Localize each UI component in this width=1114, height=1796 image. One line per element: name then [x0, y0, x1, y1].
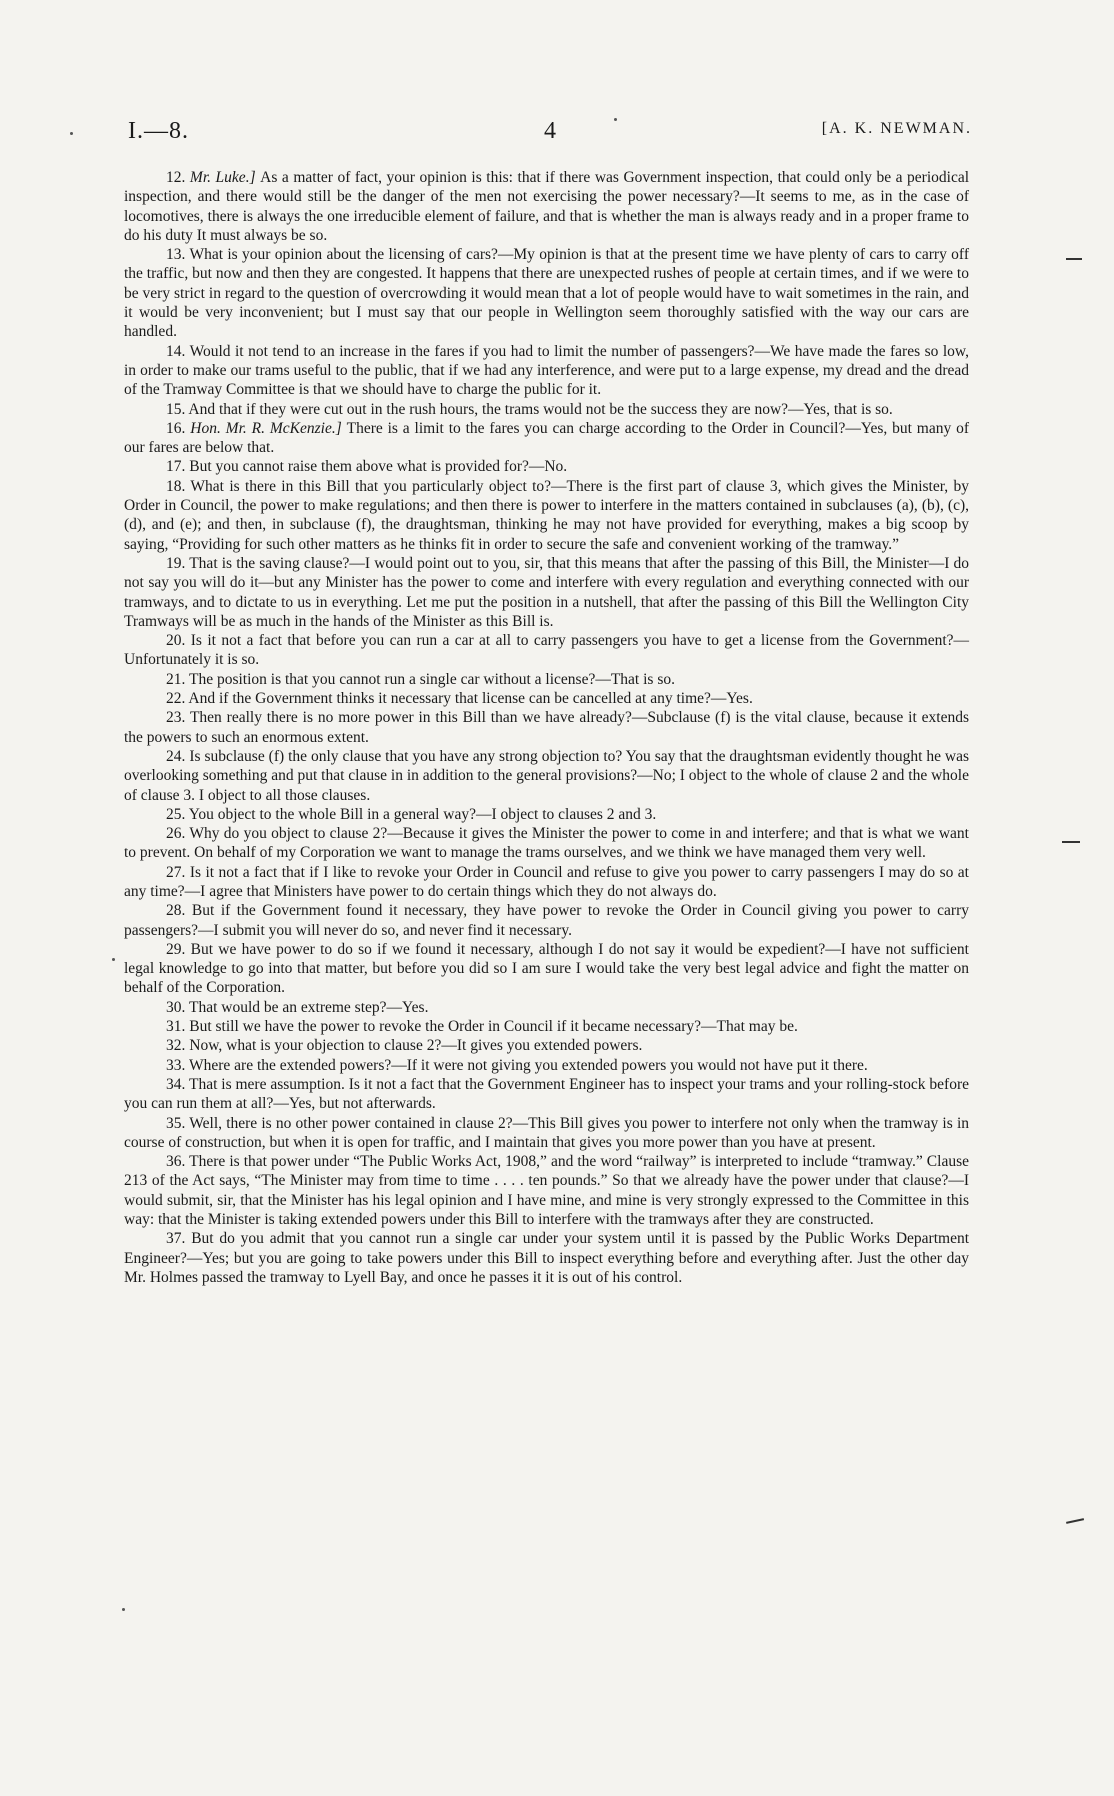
question-number: 14. — [166, 342, 190, 360]
question-answer-text: Then really there is no more power in this Bill than we have already?—Subclause (f) is the vital clause, because it extends the powers to such an enormous extent. — [124, 709, 969, 746]
margin-mark — [1066, 258, 1082, 260]
question-number: 16. — [166, 419, 191, 437]
testimony-paragraph — [124, 824, 969, 863]
question-answer-text: Where are the extended powers?—If it were not giving you extended powers you would not have put it there. — [188, 1056, 868, 1074]
question-answer-text: But we have power to do so if we found it necessary, although I do not say it would be expedient?—I have not sufficient legal knowledge to go into that matter, but before you did so I am sure I would take the very best legal advice and fight the matter on behalf of the Corporation. — [124, 940, 969, 997]
question-answer-text: As a matter of fact, your opinion is this: that if there was Government inspection, that could only be a periodical inspection, and there would still be the danger of the men not exercising the power necessary?—It seems to me, as in the case of locomotives, there is always the one irreducible element of failure, and that is whether the man is always ready and in a proper frame to do his duty It must always be so. — [124, 169, 970, 244]
page-number: 4 — [544, 118, 556, 144]
testimony-paragraph — [124, 940, 969, 998]
margin-speck — [70, 132, 73, 135]
margin-mark — [1062, 841, 1080, 843]
question-number: 31. — [166, 1018, 190, 1036]
page-header — [128, 118, 972, 148]
question-answer-text: And that if they were cut out in the rush hours, the trams would not be the success they are now?—Yes, that is so. — [188, 400, 893, 418]
question-answer-text: There is a limit to the fares you can charge according to the Order in Council?—Yes, but many of our fares are below that. — [124, 419, 970, 457]
question-answer-text: You object to the whole Bill in a general way?—I object to clauses 2 and 3. — [188, 805, 657, 823]
testimony-paragraph — [124, 1075, 969, 1114]
question-answer-text: What is there in this Bill that you particularly object to?—There is the first part of clause 3, which gives the Minister, by Order in Council, the power to make regulations; and then there is power to interfere in the matters contained in subclauses (a), (b), (c), (d), and (e); and then, in subclause (f), the draughtsman, thinking he may not have provided for everything, makes a big scoop by saying, “Providing for such other matters as he thinks fit in order to secure the safe and convenient working of the tramway.” — [124, 477, 969, 553]
question-answer-text: That is the saving clause?—I would point out to you, sir, that this means that after the passing of this Bill, the Minister—I do not say you will do it—but any Minister has the power to come and interfere with every regulation and everything connected with our tramways, and to dictate to us in everything. Let me put the position in a nutshell, that after the passing of this Bill the Wellington City Tramways will be as much in the hands of the Minister as this Bill is. — [124, 554, 969, 630]
testimony-paragraph — [124, 457, 969, 476]
question-answer-text: Well, there is no other power contained in clause 2?—This Bill gives you power to interfere not only when the tramway is in course of construction, but when it is open for traffic, and I maintain that gives you more power than you have at present. — [124, 1114, 969, 1151]
question-number: 12. — [166, 169, 190, 186]
question-answer-text: Is subclause (f) the only clause that you have any strong objection to? You say that the draughtsman evidently thought he was overlooking something and put that clause in in addition to the general provisions?—No; I object to the whole of clause 2 and the whole of clause 3. I object to all those clauses. — [124, 747, 970, 804]
question-answer-text: And if the Government thinks it necessary that license can be cancelled at any time?—Yes. — [188, 690, 753, 708]
question-answer-text: What is your opinion about the licensing of cars?—My opinion is that at the present time we have plenty of cars to carry off the traffic, but now and then they are congested. It happens that there are unexpected rushes of people at certain times, and if we were to be very strict in regard to the question of overcrowding it would mean that a lot of people would have to wait sometimes in the rain, and it would be very inconvenient; but I must say that our people in Wellington seem thoroughly satisfied with the way our cars are handled. — [124, 246, 969, 341]
testimony-paragraph — [124, 342, 969, 400]
question-number: 33. — [166, 1056, 189, 1074]
testimony-paragraph — [124, 998, 969, 1017]
testimony-paragraph — [124, 747, 969, 805]
question-number: 20. — [166, 632, 191, 650]
testimony-paragraph — [124, 554, 969, 631]
testimony-paragraph — [124, 400, 969, 419]
question-answer-text: The position is that you cannot run a single car without a license?—That is so. — [188, 670, 675, 688]
testimony-paragraph — [124, 168, 969, 245]
speaker-label: Mr. Luke.] — [189, 169, 261, 186]
question-number: 32. — [166, 1037, 190, 1055]
question-answer-text: Is it not a fact that before you can run a car at all to carry passengers you have to get a license from the Government?—Unfortunately it is so. — [124, 632, 970, 669]
question-answer-text: There is that power under “The Public Works Act, 1908,” and the word “railway” is interpreted to include “tramway.” Clause 213 of the Act says, “The Minister may from time to time . . . . ten pounds.” So that we already have the power under that clause?—I would submit, sir, that the Minister has his legal opinion and I have mine, and mine is very strongly expressed to the Committee in this way: that the Minister is taking extended powers under this Bill to interfere with the tramways after they are constructed. — [124, 1153, 969, 1229]
question-answer-text: But if the Government found it necessary, they have power to revoke the Order in Council giving you power to carry passengers?—I submit you will never do so, and never find it necessary. — [124, 902, 970, 939]
question-number: 30. — [166, 998, 189, 1016]
question-number: 22. — [166, 690, 189, 708]
testimony-paragraph — [124, 1056, 969, 1075]
question-number: 21. — [166, 670, 189, 688]
question-answer-text: But do you admit that you cannot run a single car under your system until it is passed by the Public Works Department Engineer?—Yes; but you are going to take powers under this Bill to inspect everything before and everything after. Just the other day Mr. Holmes passed the tramway to Lyell Bay, and once he passes it it is out of his control. — [124, 1230, 969, 1286]
question-number: 25. — [166, 805, 189, 823]
question-number: 35. — [166, 1114, 190, 1132]
question-answer-text: Why do you object to clause 2?—Because it gives the Minister the power to come in and interfere; and that is what we want to prevent. On behalf of my Corporation we want to manage the trams ourselves, and we think we have managed them very well. — [124, 825, 969, 862]
question-answer-text: That is mere assumption. Is it not a fact that the Government Engineer has to inspect your trams and your rolling-stock before you can run them at all?—Yes, but not afterwards. — [124, 1075, 969, 1113]
question-number: 17. — [166, 458, 190, 476]
margin-speck — [112, 958, 115, 961]
question-number: 26. — [166, 825, 190, 843]
margin-speck — [614, 118, 617, 121]
question-answer-text: Now, what is your objection to clause 2?—It gives you extended powers. — [189, 1037, 643, 1055]
testimony-paragraph — [124, 1036, 969, 1055]
testimony-paragraph — [124, 1229, 969, 1287]
question-answer-text: That would be an extreme step?—Yes. — [188, 998, 429, 1016]
question-number: 15. — [166, 400, 189, 418]
testimony-paragraph — [124, 863, 969, 902]
testimony-paragraph — [124, 245, 969, 341]
question-number: 29. — [166, 940, 191, 958]
testimony-paragraph — [124, 1017, 969, 1036]
question-number: 34. — [166, 1075, 189, 1093]
testimony-paragraph — [124, 477, 969, 554]
testimony-paragraph — [124, 708, 969, 747]
question-number: 36. — [166, 1153, 190, 1171]
document-reference: I.—8. — [128, 118, 189, 144]
testimony-body — [124, 168, 969, 1287]
question-number: 27. — [166, 863, 190, 881]
margin-mark — [1066, 1518, 1084, 1523]
testimony-paragraph — [124, 670, 969, 689]
testimony-paragraph — [124, 805, 969, 824]
question-number: 13. — [166, 246, 190, 264]
testimony-paragraph — [124, 419, 969, 458]
question-answer-text: But still we have the power to revoke the Order in Council if it became necessary?—That may be. — [189, 1018, 798, 1036]
speaker-label: Hon. Mr. R. McKenzie.] — [190, 419, 347, 437]
question-number: 37. — [166, 1230, 192, 1248]
question-answer-text: Is it not a fact that if I like to revoke your Order in Council and refuse to give you power to carry passengers I may do so at any time?—I agree that Ministers have power to do certain things which they do not always do. — [124, 863, 969, 900]
question-answer-text: But you cannot raise them above what is provided for?—No. — [189, 458, 568, 476]
testimony-paragraph — [124, 689, 969, 708]
testimony-paragraph — [124, 1114, 969, 1153]
question-number: 24. — [166, 747, 190, 765]
margin-speck — [122, 1608, 125, 1611]
testimony-paragraph — [124, 631, 969, 670]
question-number: 19. — [166, 554, 190, 572]
question-number: 28. — [166, 902, 192, 920]
testimony-paragraph — [124, 901, 969, 940]
question-number: 23. — [166, 709, 190, 727]
witness-name: [A. K. NEWMAN. — [821, 120, 972, 137]
question-number: 18. — [166, 477, 191, 495]
testimony-paragraph — [124, 1152, 969, 1229]
question-answer-text: Would it not tend to an increase in the fares if you had to limit the number of passengers?—We have made the fares so low, in order to make our trams useful to the public, that if we had any interference, and were put to a large expense, my dread and the dread of the Tramway Committee is that we should have to charge the public for it. — [124, 342, 969, 399]
